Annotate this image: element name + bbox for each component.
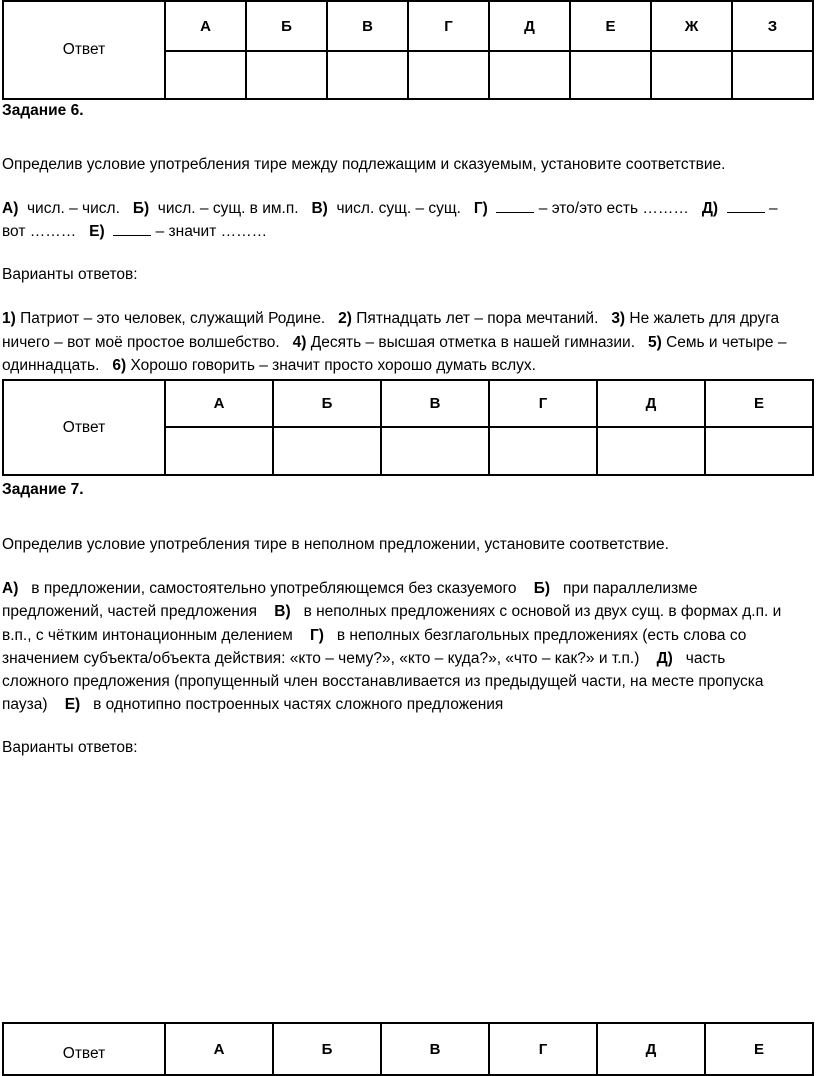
column-header: Е xyxy=(705,380,813,427)
option-key: Е) xyxy=(64,696,81,713)
column-header: Е xyxy=(570,1,651,51)
option-text: числ. – сущ. в им.п. xyxy=(157,200,299,217)
task6-options-line2 xyxy=(2,220,802,243)
option-text: часть xyxy=(685,650,726,667)
answer-cell[interactable] xyxy=(489,51,570,99)
answer-label: Ответ xyxy=(3,380,165,475)
column-header: Б xyxy=(246,1,327,51)
task6-answers-line3 xyxy=(2,354,802,377)
task6-heading: Задание 6. xyxy=(2,102,84,119)
answer-key: 3) xyxy=(611,310,626,327)
task7-line5 xyxy=(2,670,802,693)
answer-cell[interactable] xyxy=(165,427,273,475)
answer-key: 1) xyxy=(2,310,16,327)
answer-cell[interactable] xyxy=(732,51,813,99)
task6-intro: Определив условие употребления тире между подлежащим и сказуемым, установите соответствие. xyxy=(2,156,726,173)
answer-cell[interactable] xyxy=(651,51,732,99)
column-header: Г xyxy=(408,1,489,51)
answer-key: 6) xyxy=(112,357,127,374)
answer-cell[interactable] xyxy=(570,51,651,99)
column-header: Ж xyxy=(651,1,732,51)
option-key: Д) xyxy=(701,200,719,217)
answer-text: Семь и четыре – xyxy=(666,334,787,351)
column-header: З xyxy=(732,1,813,51)
answer-table-3 xyxy=(2,1022,814,1076)
option-key: Д) xyxy=(656,650,673,667)
option-text: числ. – числ. xyxy=(26,200,120,217)
column-header: Д xyxy=(597,1023,705,1075)
option-text: в предложении, самостоятельно употребляющемся без сказуемого xyxy=(31,580,517,597)
option-text: в.п., с чётким интонационным делением xyxy=(2,627,293,644)
task7-line1 xyxy=(2,577,802,600)
answer-cell[interactable] xyxy=(705,427,813,475)
answer-key: 2) xyxy=(338,310,352,327)
option-text: в неполных безглагольных предложениях (есть слова со xyxy=(336,627,747,644)
answer-table-1 xyxy=(2,0,814,100)
option-text: в неполных предложениях с основой из двух сущ. в формах д.п. и xyxy=(303,603,782,620)
option-text: значением субъекта/объекта действия: «кто – чему?», «кто – куда?», «что – как?» и т.п.) xyxy=(2,650,640,667)
option-text: пауза) xyxy=(2,696,48,713)
answer-text: Десять – высшая отметка в нашей гимназии. xyxy=(310,334,636,351)
option-text: – это/это есть ……… xyxy=(538,200,689,217)
answer-text: Пятнадцать лет – пора мечтаний. xyxy=(356,310,599,327)
column-header: Г xyxy=(489,380,597,427)
column-header: В xyxy=(381,1023,489,1075)
answer-text: Хорошо говорить – значит просто хорошо думать вслух. xyxy=(130,357,536,374)
blank-line xyxy=(113,234,151,236)
option-text: – xyxy=(768,200,778,217)
option-key: Б) xyxy=(533,580,551,597)
column-header: В xyxy=(381,380,489,427)
task7-intro: Определив условие употребления тире в неполном предложении, установите соответствие. xyxy=(2,536,669,553)
option-key: А) xyxy=(2,200,19,217)
answer-cell[interactable] xyxy=(489,427,597,475)
task7-variants-label: Варианты ответов: xyxy=(2,739,138,756)
answer-cell[interactable] xyxy=(165,51,246,99)
answer-label: Ответ xyxy=(3,1,165,99)
answer-cell[interactable] xyxy=(597,427,705,475)
option-key: В) xyxy=(311,200,328,217)
column-header: В xyxy=(327,1,408,51)
column-header: А xyxy=(165,380,273,427)
column-header: Д xyxy=(489,1,570,51)
task7-line4 xyxy=(2,647,802,670)
column-header: А xyxy=(165,1,246,51)
option-key: Б) xyxy=(132,200,150,217)
task6-answers-line1 xyxy=(2,307,802,330)
blank-line xyxy=(727,211,765,213)
option-text: вот ……… xyxy=(2,223,77,240)
option-key: Г) xyxy=(473,200,488,217)
option-text: сложного предложения (пропущенный член восстанавливается из предыдущей части, на месте пропуска xyxy=(2,673,764,690)
answer-cell[interactable] xyxy=(327,51,408,99)
column-header: Г xyxy=(489,1023,597,1075)
answer-table-2 xyxy=(2,379,814,476)
answer-cell[interactable] xyxy=(246,51,327,99)
answer-text: Не жалеть для друга xyxy=(629,310,780,327)
column-header: Б xyxy=(273,380,381,427)
task6-options-line1 xyxy=(2,197,802,220)
task7-line6 xyxy=(2,693,802,716)
option-text: предложений, частей предложения xyxy=(2,603,258,620)
answer-cell[interactable] xyxy=(273,427,381,475)
column-header: Д xyxy=(597,380,705,427)
task7-heading: Задание 7. xyxy=(2,481,84,498)
answer-key: 4) xyxy=(292,334,307,351)
option-key: В) xyxy=(274,603,291,620)
option-key: А) xyxy=(2,580,19,597)
answer-cell[interactable] xyxy=(408,51,489,99)
answer-text: ничего – вот моё простое волшебство. xyxy=(2,334,280,351)
option-text: в однотипно построенных частях сложного предложения xyxy=(93,696,504,713)
answer-cell[interactable] xyxy=(381,427,489,475)
answer-text: одиннадцать. xyxy=(2,357,100,374)
task7-line2 xyxy=(2,600,802,623)
option-key: Е) xyxy=(89,223,105,240)
answer-key: 5) xyxy=(647,334,662,351)
task7-line3 xyxy=(2,624,802,647)
column-header: Е xyxy=(705,1023,813,1075)
option-key: Г) xyxy=(309,627,324,644)
option-text: – значит ……… xyxy=(155,223,268,240)
answer-text: Патриот – это человек, служащий Родине. xyxy=(20,310,326,327)
task6-variants-label: Варианты ответов: xyxy=(2,266,138,283)
task6-answers-line2 xyxy=(2,331,802,354)
blank-line xyxy=(496,211,534,213)
answer-label: Ответ xyxy=(3,1023,165,1075)
option-text: числ. сущ. – сущ. xyxy=(336,200,461,217)
column-header: А xyxy=(165,1023,273,1075)
option-text: при параллелизме xyxy=(562,580,698,597)
column-header: Б xyxy=(273,1023,381,1075)
